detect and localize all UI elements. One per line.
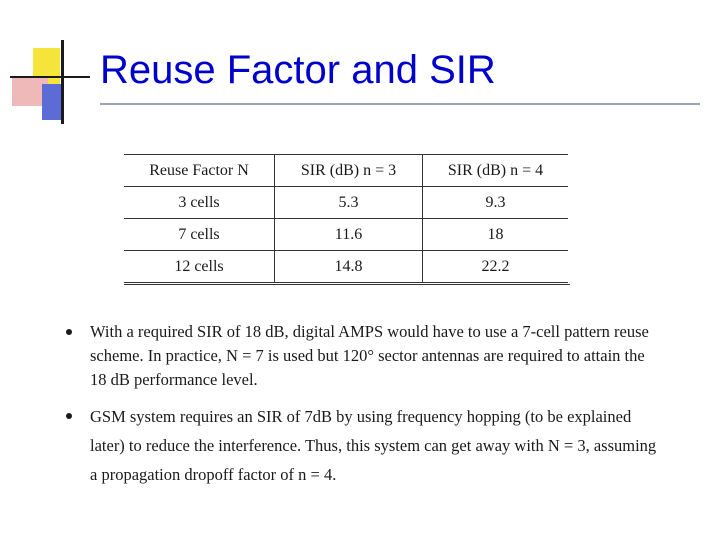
table-cell: 9.3 — [423, 187, 569, 219]
table-cell: 18 — [423, 219, 569, 251]
title-underline — [100, 103, 700, 105]
table-header-cell: SIR (dB) n = 4 — [423, 155, 569, 187]
logo-horizontal-line — [10, 76, 90, 78]
table-cell: 7 cells — [178, 225, 220, 243]
table-bottom-rule — [124, 284, 570, 285]
table-cell: 22.2 — [423, 251, 569, 283]
bullet-list — [60, 320, 660, 489]
table-cell: 5.3 — [275, 187, 423, 219]
bullet-dot-icon — [66, 413, 72, 419]
table-cell: 11.6 — [275, 219, 423, 251]
table-cell: 12 cells — [174, 257, 224, 275]
slide-title: Reuse Factor and SIR — [100, 48, 496, 92]
slide-logo — [0, 0, 100, 130]
table-header-cell: SIR (dB) n = 3 — [275, 155, 423, 187]
sir-table — [124, 154, 568, 283]
table-cell: 3 cells — [178, 193, 220, 211]
list-item — [60, 320, 660, 392]
table-row — [124, 251, 568, 283]
table-header-cell: Reuse Factor N — [149, 161, 249, 179]
bullet-text: GSM system requires an SIR of 7dB by using frequency hopping (to be explained later) to reduce the interference. Thus, this system can get away with N = 3, assuming a propagation dropoff factor of n = 4. — [90, 407, 657, 484]
list-item — [60, 402, 660, 489]
bullet-text: With a required SIR of 18 dB, digital AMPS would have to use a 7-cell pattern reuse scheme. In practice, N = 7 is used but 120° sector antennas are required to attain the 18 dB performance level. — [90, 322, 649, 389]
table-row — [124, 187, 568, 219]
table-row — [124, 219, 568, 251]
table-header-row — [124, 155, 568, 187]
table-cell: 14.8 — [275, 251, 423, 283]
bullet-dot-icon — [66, 329, 72, 335]
logo-vertical-line — [61, 40, 64, 124]
